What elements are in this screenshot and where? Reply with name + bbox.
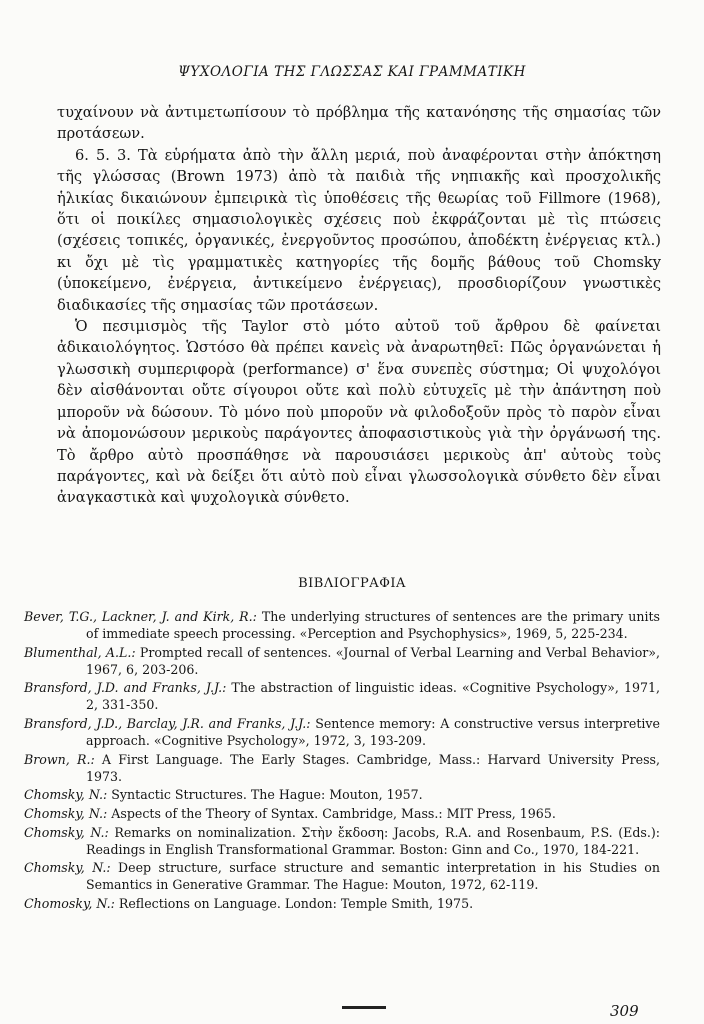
entry-authors: Chomsky, N.: <box>24 806 108 822</box>
entry-text: Syntactic Structures. The Hague: Mouton, 1957. <box>107 787 423 803</box>
entry-authors: Chomosky, N.: <box>24 896 115 911</box>
paragraph: Ὁ πεσιμισμὸς τῆς Taylor στὸ μότο αὐτοῦ τοῦ ἄρθρου δὲ φαίνεται ἀδικαιολόγητος. Ὡστόσο θὰ πρέπει κανεὶς νὰ ἀναρωτηθεῖ: Πῶς ὀργανώνεται ἡ γλωσσικὴ συμπεριφορὰ (performance) σ' ἕνα συνεπὲς σύστημα; Οἱ ψυχολόγοι δὲν αἰσθάνονται οὔτε σίγουροι οὔτε καὶ πολὺ εὐτυχεῖς μὲ τὴν ἀπάντηση ποὺ μποροῦν νὰ δώσουν. Τὸ μόνο ποὺ μποροῦν νὰ φιλοδοξοῦν πρὸς τὸ παρὸν εἶναι νὰ ἀπομονώσουν μερικοὺς παράγοντες ἀποφασιστικοὺς γιὰ τὴν ὀργάνωσή της. Τὸ ἄρθρο αὐτὸ προσπάθησε νὰ παρουσιάσει μερικοὺς ἀπ' αὐτοὺς τοὺς παράγοντες, καὶ νὰ δείξει ὅτι αὐτὸ ποὺ εἶναι γλωσσολογικὰ σύνθετο δὲν εἶναι ἀναγκαστικὰ καὶ ψυχολογικὰ σύνθετο. <box>57 318 661 507</box>
entry-text: Deep structure, surface structure and semantic interpretation in his Studies on Semantics in Generative Grammar. The Hague: Mouton, 1972, 62-119. <box>86 860 660 893</box>
paragraph: τυχαίνουν νὰ ἀντιμετωπίσουν τὸ πρόβλημα τῆς κατανόησης τῆς σημασίας τῶν προτάσεων. <box>57 104 661 143</box>
entry-authors: Brown, R.: <box>24 751 95 767</box>
paragraph: 6. 5. 3. Τὰ εὑρήματα ἀπὸ τὴν ἄλλη μεριά, ποὺ ἀναφέρονται στὴν ἀπόκτηση τῆς γλώσσας (Brown 1973) ἀπὸ τὰ παιδιὰ τῆς νηπιακῆς καὶ προσχολικῆς ἡλικίας δικαιώνουν ἐμπειρικὰ τὶς ὑποθέσεις τῆς θεωρίας τοῦ Fillmore (1968), ὅτι οἱ ποικίλες σημασιολογικὲς σχέσεις ποὺ ἐκφράζονται μὲ τὶς πτώσεις (σχέσεις τοπικές, ὀργανικές, ἐνεργοῦντος προσώπου, ἀποδέκτη ἐνέργειας κτλ.) κι ὄχι μὲ τὶς γραμματικὲς κατηγορίες τῆς δομῆς βάθους τοῦ Chomsky (ὑποκείμενο, ἐνέργεια, ἀντικείμενο ἐνέργειας), προσδιορίζουν γνωστικὲς διαδικασίες τῆς σημασίας τῶν προτάσεων. <box>57 146 661 314</box>
entry-text: Reflections on Language. London: Temple Smith, 1975. <box>114 896 474 911</box>
entry-text: Remarks on nominalization. Στὴν ἔκδοση: Jacobs, R.A. and Rosenbaum, P.S. (Eds.): Readings in English Transformational Grammar. Boston: Ginn and Co., 1970, 184-221. <box>86 824 660 857</box>
bibliography-entry <box>24 859 660 893</box>
entry-text: The abstraction of linguistic ideas. «Cognitive Psychology», 1971, 2, 331-350. <box>86 680 661 713</box>
bibliography-list <box>24 608 660 914</box>
running-head: ΨΥΧΟΛΟΓΙΑ ΤΗΣ ΓΛΩΣΣΑΣ ΚΑΙ ΓΡΑΜΜΑΤΙΚΗ <box>178 64 526 80</box>
bibliography-entry <box>24 895 660 912</box>
bibliography-entry <box>24 608 660 642</box>
bibliography-entry <box>24 805 660 822</box>
entry-authors: Chomsky, N.: <box>24 824 109 840</box>
entry-authors: Blumenthal, A.L.: <box>24 644 136 660</box>
entry-text: Prompted recall of sentences. «Journal of Verbal Learning and Verbal Behavior», 1967, 6, 203-206. <box>86 644 661 677</box>
entry-authors: Bransford, J.D., Barclay, J.R. and Franks, J.J.: <box>24 716 311 732</box>
entry-text: The underlying structures of sentences are the primary units of immediate speech processing. «Perception and Psychophysics», 1969, 5, 225-234. <box>86 609 660 642</box>
bibliography-title: ΒΙΒΛΙΟΓΡΑΦΙΑ <box>298 576 406 591</box>
entry-authors: Chomsky, N.: <box>24 860 111 876</box>
bibliography-entry <box>24 824 660 858</box>
body-text <box>57 102 661 509</box>
entry-text: A First Language. The Early Stages. Cambridge, Mass.: Harvard University Press, 1973. <box>86 751 660 784</box>
entry-authors: Chomsky, N.: <box>24 787 108 803</box>
bibliography-entry <box>24 679 660 713</box>
footer-mark <box>342 1006 386 1009</box>
entry-authors: Bever, T.G., Lackner, J. and Kirk, R.: <box>24 609 257 624</box>
bibliography-entry <box>24 715 660 749</box>
entry-text: Sentence memory: A constructive versus interpretive approach. «Cognitive Psychology», 1972, 3, 193-209. <box>86 716 660 749</box>
entry-authors: Bransford, J.D. and Franks, J.J.: <box>24 680 227 696</box>
bibliography-entry <box>24 786 660 803</box>
bibliography-entry <box>24 644 660 678</box>
entry-text: Aspects of the Theory of Syntax. Cambridge, Mass.: MIT Press, 1965. <box>107 806 556 822</box>
page-number: 309 <box>610 1002 639 1020</box>
bibliography-entry <box>24 751 660 785</box>
